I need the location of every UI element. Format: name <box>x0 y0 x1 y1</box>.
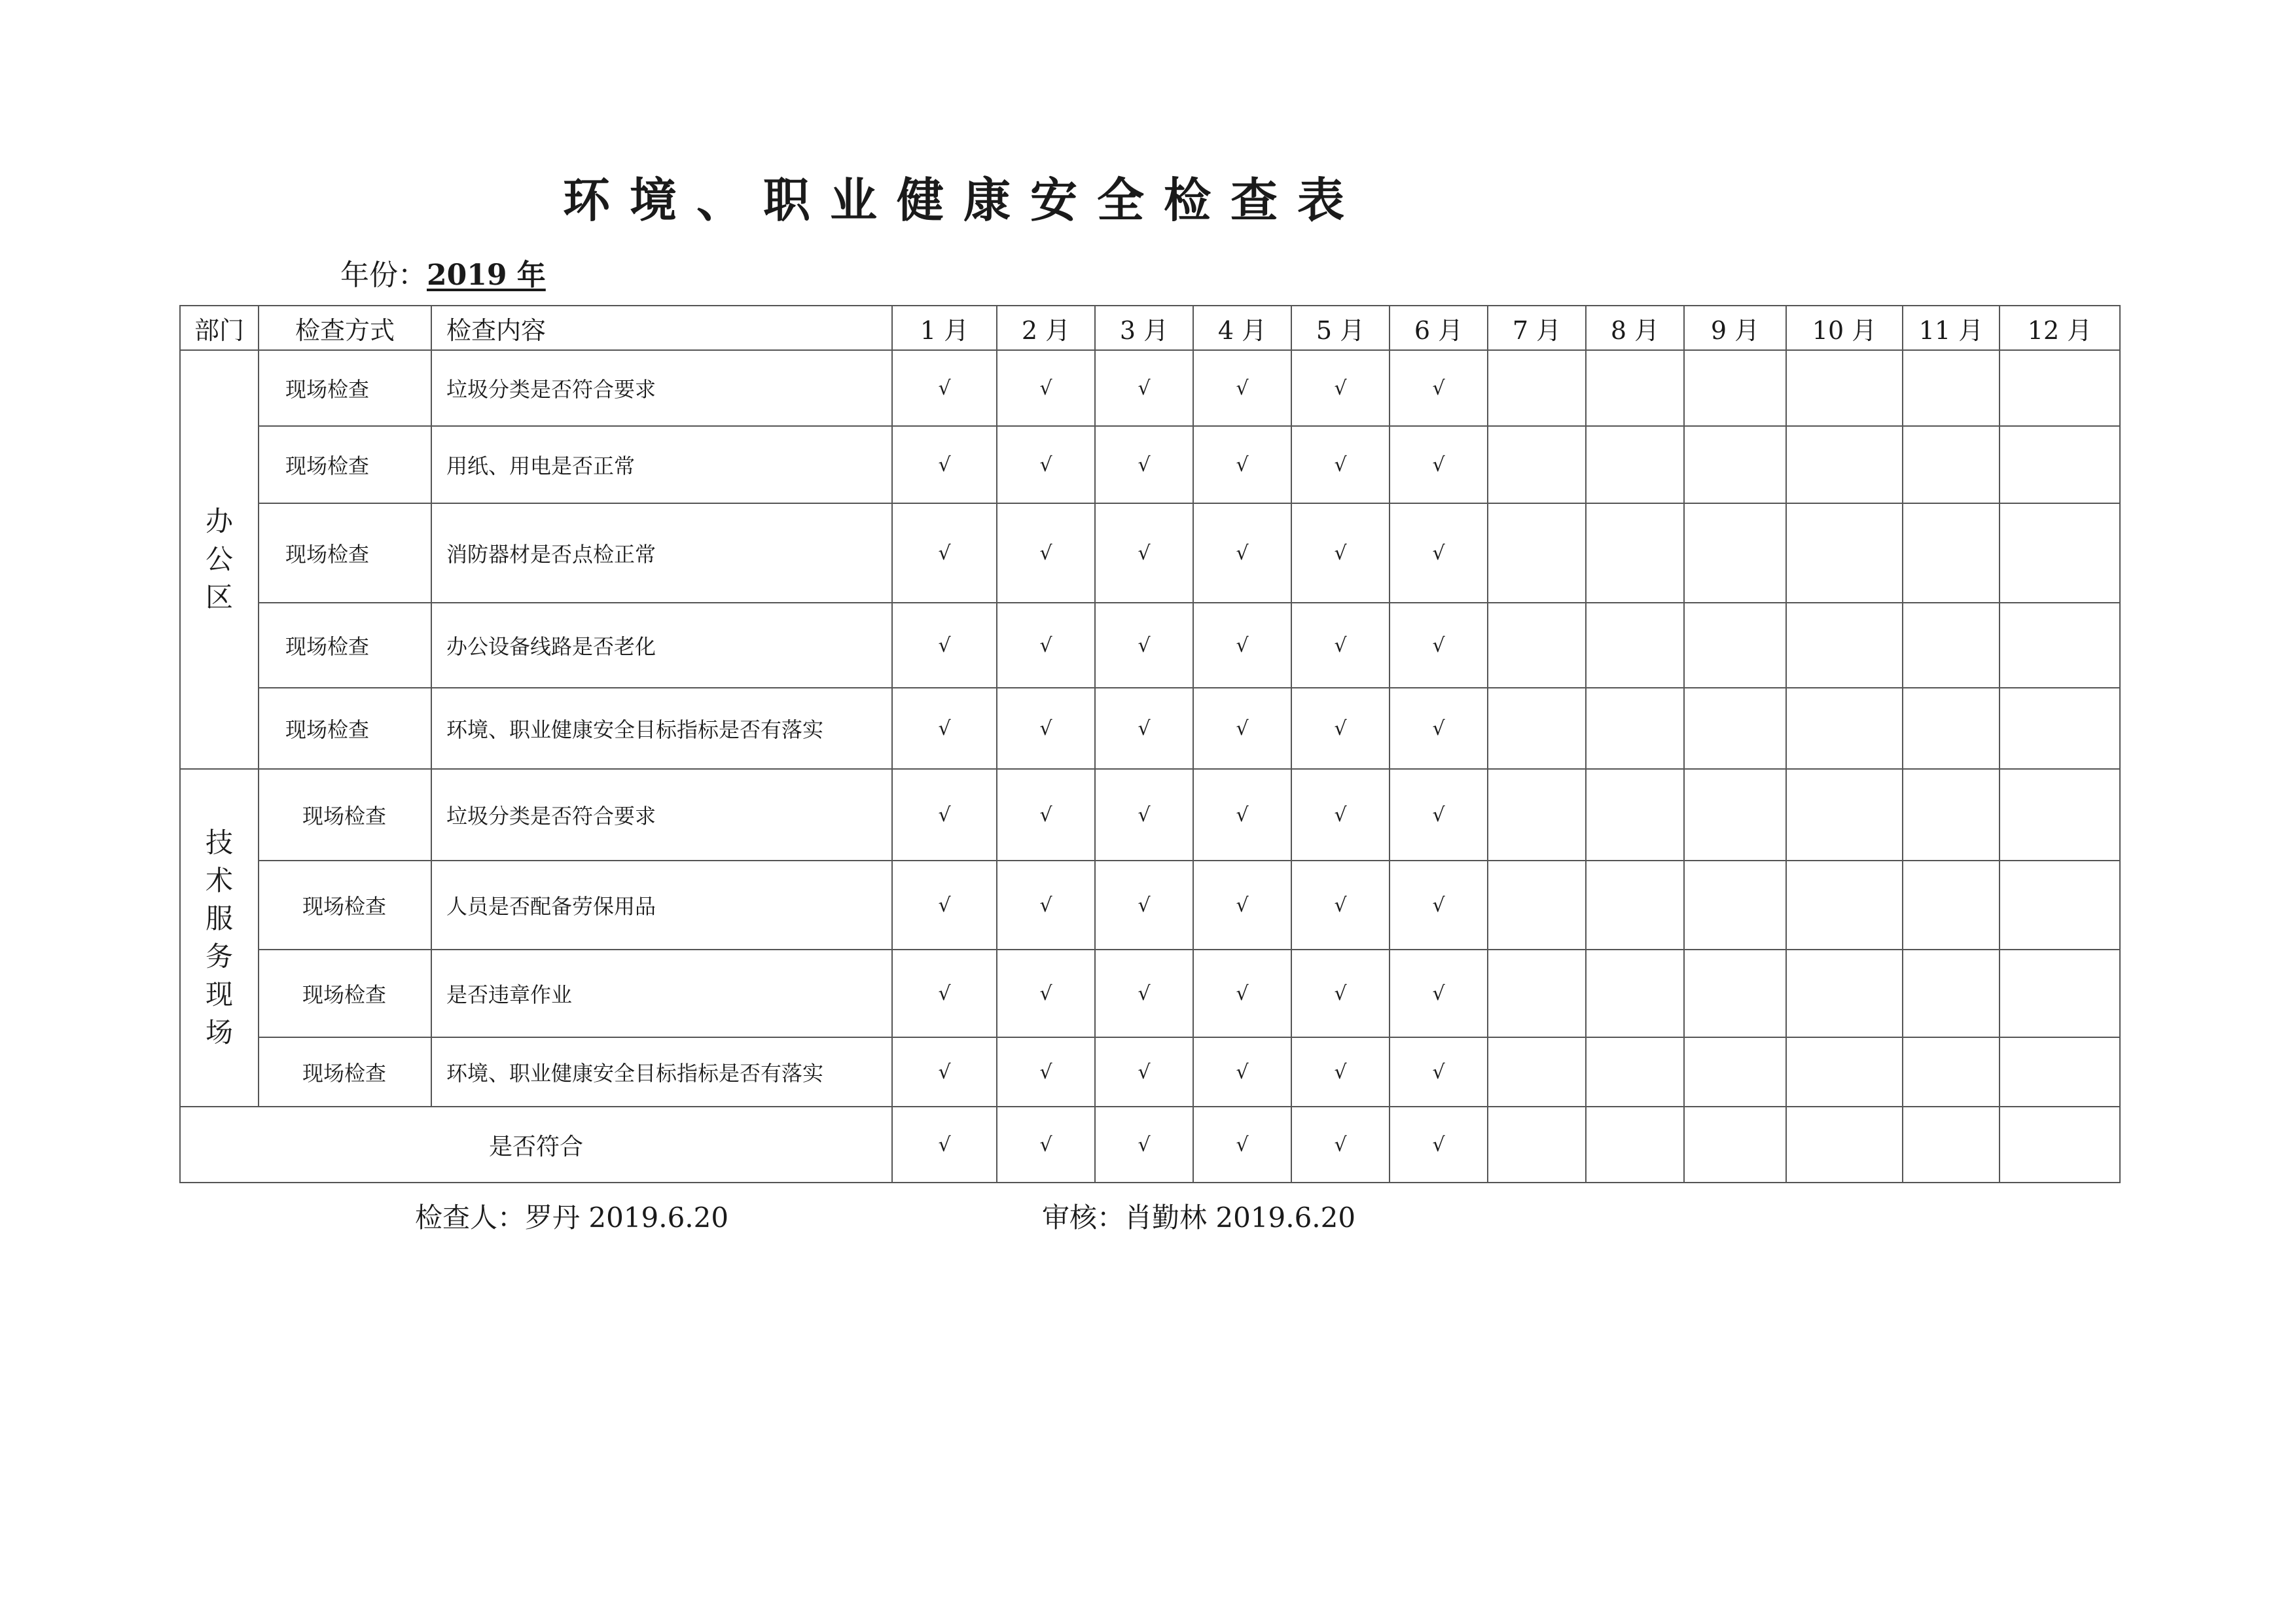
department-char: 务 <box>205 940 233 972</box>
check-mark-cell: √ <box>997 350 1095 426</box>
check-mark-cell: √ <box>1193 1037 1291 1107</box>
table-row <box>180 1037 2120 1107</box>
check-mark-cell <box>1903 350 2000 426</box>
content-cell: 垃圾分类是否符合要求 <box>431 769 892 861</box>
check-mark-cell <box>1903 1107 2000 1183</box>
check-mark-cell: √ <box>997 503 1095 603</box>
header-dept: 部门 <box>180 306 259 350</box>
check-mark-cell: √ <box>1291 950 1390 1037</box>
check-mark-cell <box>1586 603 1684 688</box>
method-cell: 现场检查 <box>259 350 431 426</box>
check-mark-cell <box>1684 1037 1786 1107</box>
check-mark-cell <box>1903 503 2000 603</box>
check-mark-cell: √ <box>997 861 1095 950</box>
check-mark-cell <box>1586 350 1684 426</box>
check-mark-cell: √ <box>997 950 1095 1037</box>
check-mark-cell <box>1488 950 1586 1037</box>
table-row <box>180 950 2120 1037</box>
check-mark-cell <box>1488 1037 1586 1107</box>
header-month: 9 月 <box>1684 306 1786 350</box>
table-row <box>180 503 2120 603</box>
table-row <box>180 350 2120 426</box>
method-cell: 现场检查 <box>259 688 431 769</box>
check-mark-cell <box>2000 950 2120 1037</box>
summary-label: 是否符合 <box>180 1107 892 1183</box>
check-mark-cell <box>2000 603 2120 688</box>
check-mark-cell: √ <box>1095 1107 1193 1183</box>
table-row <box>180 603 2120 688</box>
check-mark-cell: √ <box>997 603 1095 688</box>
check-mark-cell <box>1586 688 1684 769</box>
department-char: 服 <box>205 902 233 935</box>
check-mark-cell: √ <box>1193 603 1291 688</box>
check-mark-cell: √ <box>1291 688 1390 769</box>
department-char: 现 <box>205 978 233 1010</box>
check-mark-cell <box>1488 769 1586 861</box>
content-cell: 消防器材是否点检正常 <box>431 503 892 603</box>
year-value: 2019 年 <box>427 259 546 292</box>
check-mark-cell: √ <box>892 350 997 426</box>
check-mark-cell <box>1586 950 1684 1037</box>
header-row <box>180 306 2120 350</box>
check-mark-cell <box>2000 426 2120 503</box>
check-mark-cell <box>1488 350 1586 426</box>
check-mark-cell: √ <box>1193 688 1291 769</box>
check-mark-cell <box>1903 950 2000 1037</box>
department-cell <box>180 350 259 769</box>
check-mark-cell: √ <box>1291 350 1390 426</box>
check-mark-cell <box>1684 426 1786 503</box>
check-mark-cell: √ <box>1193 950 1291 1037</box>
header-month: 7 月 <box>1488 306 1586 350</box>
check-mark-cell: √ <box>1095 861 1193 950</box>
check-mark-cell <box>1684 1107 1786 1183</box>
year-label: 年份： <box>340 259 427 292</box>
check-mark-cell <box>2000 1037 2120 1107</box>
method-cell: 现场检查 <box>259 1037 431 1107</box>
check-mark-cell: √ <box>1390 1037 1488 1107</box>
check-mark-cell <box>1903 688 2000 769</box>
summary-row <box>180 1107 2120 1183</box>
check-mark-cell: √ <box>1390 1107 1488 1183</box>
check-mark-cell: √ <box>997 1107 1095 1183</box>
check-mark-cell <box>1903 861 2000 950</box>
check-mark-cell <box>1786 861 1903 950</box>
check-mark-cell <box>1786 503 1903 603</box>
check-mark-cell <box>1684 769 1786 861</box>
check-mark-cell <box>1684 861 1786 950</box>
check-mark-cell <box>2000 350 2120 426</box>
check-mark-cell: √ <box>1390 950 1488 1037</box>
table-row <box>180 769 2120 861</box>
check-mark-cell: √ <box>892 688 997 769</box>
check-mark-cell: √ <box>1193 426 1291 503</box>
check-mark-cell <box>1786 350 1903 426</box>
year-line <box>340 251 546 293</box>
check-mark-cell <box>1903 769 2000 861</box>
check-mark-cell: √ <box>1390 769 1488 861</box>
check-mark-cell <box>1684 350 1786 426</box>
header-month: 12 月 <box>2000 306 2120 350</box>
table-row <box>180 688 2120 769</box>
check-mark-cell: √ <box>997 1037 1095 1107</box>
method-cell: 现场检查 <box>259 769 431 861</box>
table-row <box>180 861 2120 950</box>
content-cell: 环境、职业健康安全目标指标是否有落实 <box>431 1037 892 1107</box>
department-char: 场 <box>205 1016 233 1048</box>
method-cell: 现场检查 <box>259 950 431 1037</box>
page-title: 环境、职业健康安全检查表 <box>563 172 1365 228</box>
check-mark-cell <box>1786 603 1903 688</box>
check-mark-cell <box>1586 503 1684 603</box>
check-mark-cell <box>1586 1037 1684 1107</box>
check-mark-cell <box>1684 603 1786 688</box>
department-char: 术 <box>205 865 233 897</box>
check-mark-cell <box>1786 950 1903 1037</box>
check-mark-cell: √ <box>1193 861 1291 950</box>
check-mark-cell <box>1786 688 1903 769</box>
header-month: 11 月 <box>1903 306 2000 350</box>
department-char: 办 <box>205 505 233 537</box>
inspector-signature: 检查人：罗丹 2019.6.20 <box>415 1202 729 1234</box>
check-mark-cell: √ <box>1390 688 1488 769</box>
check-mark-cell: √ <box>892 769 997 861</box>
check-mark-cell: √ <box>1291 1107 1390 1183</box>
check-mark-cell: √ <box>1095 350 1193 426</box>
check-mark-cell: √ <box>892 950 997 1037</box>
header-method: 检查方式 <box>259 306 431 350</box>
header-month: 2 月 <box>997 306 1095 350</box>
check-mark-cell: √ <box>1095 603 1193 688</box>
check-mark-cell: √ <box>1193 769 1291 861</box>
check-mark-cell: √ <box>892 426 997 503</box>
check-mark-cell <box>1488 688 1586 769</box>
department-char: 区 <box>205 581 233 613</box>
department-char: 技 <box>205 827 233 859</box>
check-mark-cell: √ <box>1291 426 1390 503</box>
check-mark-cell: √ <box>1291 769 1390 861</box>
check-mark-cell: √ <box>997 426 1095 503</box>
check-mark-cell: √ <box>997 769 1095 861</box>
department-char: 公 <box>205 543 233 575</box>
check-mark-cell <box>1586 426 1684 503</box>
check-mark-cell: √ <box>1390 503 1488 603</box>
check-mark-cell <box>1586 861 1684 950</box>
check-mark-cell <box>1586 1107 1684 1183</box>
content-cell: 环境、职业健康安全目标指标是否有落实 <box>431 688 892 769</box>
check-mark-cell <box>1903 603 2000 688</box>
check-mark-cell: √ <box>1095 1037 1193 1107</box>
reviewer-signature: 审核：肖勤林 2019.6.20 <box>1042 1202 1356 1234</box>
check-mark-cell <box>1488 1107 1586 1183</box>
check-mark-cell <box>1786 426 1903 503</box>
check-mark-cell: √ <box>892 861 997 950</box>
content-cell: 是否违章作业 <box>431 950 892 1037</box>
check-mark-cell: √ <box>997 688 1095 769</box>
check-mark-cell <box>1684 950 1786 1037</box>
check-mark-cell <box>1684 503 1786 603</box>
check-mark-cell <box>1488 426 1586 503</box>
check-mark-cell <box>1488 603 1586 688</box>
header-month: 5 月 <box>1291 306 1390 350</box>
method-cell: 现场检查 <box>259 503 431 603</box>
check-mark-cell: √ <box>1390 861 1488 950</box>
check-mark-cell: √ <box>1095 950 1193 1037</box>
check-mark-cell: √ <box>1390 426 1488 503</box>
check-mark-cell: √ <box>1193 503 1291 603</box>
department-cell <box>180 769 259 1107</box>
check-mark-cell <box>1903 426 2000 503</box>
header-month: 3 月 <box>1095 306 1193 350</box>
check-mark-cell <box>1488 503 1586 603</box>
check-mark-cell <box>1903 1037 2000 1107</box>
check-mark-cell: √ <box>892 1037 997 1107</box>
check-mark-cell: √ <box>1193 350 1291 426</box>
method-cell: 现场检查 <box>259 861 431 950</box>
check-mark-cell: √ <box>1291 1037 1390 1107</box>
check-mark-cell <box>2000 503 2120 603</box>
check-mark-cell <box>1786 1037 1903 1107</box>
check-mark-cell: √ <box>1390 603 1488 688</box>
check-mark-cell <box>1786 769 1903 861</box>
header-month: 6 月 <box>1390 306 1488 350</box>
check-mark-cell <box>2000 1107 2120 1183</box>
check-mark-cell <box>1786 1107 1903 1183</box>
check-mark-cell <box>2000 688 2120 769</box>
header-content: 检查内容 <box>431 306 892 350</box>
check-mark-cell: √ <box>1095 426 1193 503</box>
header-month: 1 月 <box>892 306 997 350</box>
check-mark-cell <box>1684 688 1786 769</box>
inspection-table <box>179 305 2121 1183</box>
content-cell: 办公设备线路是否老化 <box>431 603 892 688</box>
check-mark-cell: √ <box>1291 503 1390 603</box>
check-mark-cell: √ <box>892 603 997 688</box>
check-mark-cell: √ <box>1390 350 1488 426</box>
check-mark-cell: √ <box>1095 688 1193 769</box>
check-mark-cell: √ <box>1291 603 1390 688</box>
method-cell: 现场检查 <box>259 426 431 503</box>
content-cell: 人员是否配备劳保用品 <box>431 861 892 950</box>
check-mark-cell <box>2000 861 2120 950</box>
header-month: 10 月 <box>1786 306 1903 350</box>
table-row <box>180 426 2120 503</box>
check-mark-cell <box>1488 861 1586 950</box>
content-cell: 垃圾分类是否符合要求 <box>431 350 892 426</box>
check-mark-cell <box>1586 769 1684 861</box>
header-month: 8 月 <box>1586 306 1684 350</box>
method-cell: 现场检查 <box>259 603 431 688</box>
check-mark-cell <box>2000 769 2120 861</box>
check-mark-cell: √ <box>1193 1107 1291 1183</box>
header-month: 4 月 <box>1193 306 1291 350</box>
check-mark-cell: √ <box>892 1107 997 1183</box>
content-cell: 用纸、用电是否正常 <box>431 426 892 503</box>
check-mark-cell: √ <box>1095 769 1193 861</box>
check-mark-cell: √ <box>892 503 997 603</box>
check-mark-cell: √ <box>1095 503 1193 603</box>
check-mark-cell: √ <box>1291 861 1390 950</box>
